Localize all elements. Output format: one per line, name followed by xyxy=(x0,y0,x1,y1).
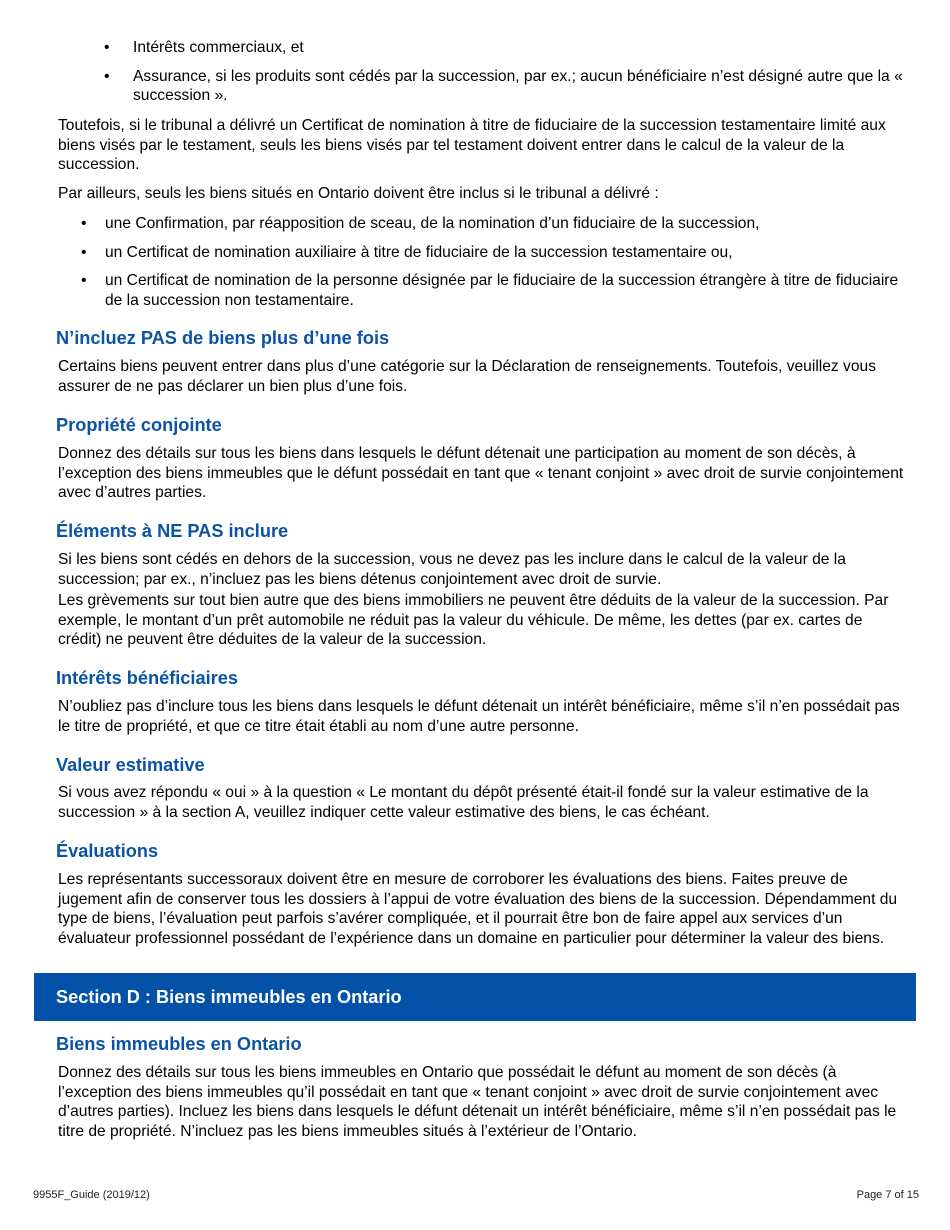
beneficial-interests-body: N’oubliez pas d’inclure tous les biens dans lesquels le défunt détenait un intérêt bénéficiaire, même s’il n’en possédait pas le titre de propriété, et que ce titre était établi au nom d’une autre personne. xyxy=(58,698,900,735)
form-id-footer: 9955F_Guide (2019/12) xyxy=(33,1189,150,1201)
joint-property-body: Donnez des détails sur tous les biens dans lesquels le défunt détenait une participation au moment de son décès, à l’exception des biens immeubles que le défunt possédait en tant que « tenant conjoint » avec droit de survie conjointement avec d’autres parties. xyxy=(58,445,904,502)
valuations-body: Les représentants successoraux doivent être en mesure de corroborer les évaluations des biens. Faites preuve de jugement afin de conserver tous les dossiers à l’appui de votre évaluation des biens de la succession. Dépendamment du type de biens, l’évaluation peut parfois s’avérer compliquée, et il pourrait être bon de faire appel aux services d’un évaluateur professionnel possédant de l’expérience dans un domaine en particulier pour déterminer la valeur des biens. xyxy=(58,871,898,947)
heading-beneficial-interests: Intérêts bénéficiaires xyxy=(56,668,238,688)
list-item xyxy=(81,214,911,234)
heading-no-duplicate: N’incluez PAS de biens plus d’une fois xyxy=(56,328,390,348)
heading-joint-property: Propriété conjointe xyxy=(56,415,222,435)
bullet-icon: • xyxy=(81,243,87,261)
section-d-header: Section D : Biens immeubles en Ontario xyxy=(34,973,916,1021)
heading-ontario-real-estate: Biens immeubles en Ontario xyxy=(56,1034,302,1054)
list-item-text: Assurance, si les produits sont cédés par la succession, par ex.; aucun bénéficiaire n’est désigné autre que la « succession ». xyxy=(133,67,903,105)
heading-estimated-value: Valeur estimative xyxy=(56,755,205,775)
bullet-icon: • xyxy=(81,215,87,232)
estimated-value-body: Si vous avez répondu « oui » à la question « Le montant du dépôt présenté était-il fondé sur la valeur estimative de la succession » à la section A, veuillez indiquer cette valeur estimative des biens, le cas échéant. xyxy=(58,784,869,821)
bullet-icon: • xyxy=(104,39,110,56)
asset-list-continued xyxy=(104,38,914,115)
list-item xyxy=(104,67,914,106)
exclusions-body-2: Les grèvements sur tout bien autre que des biens immobiliers ne peuvent être déduits de la valeur de la succession. Par exemple, le montant d’un prêt automobile ne réduit pas la valeur du véhicule. De même, les dettes (par ex. cartes de crédit) ne peuvent être déduites de la valeur de la succession. xyxy=(58,592,889,649)
list-item-text: un Certificat de nomination de la personne désignée par le fiduciaire de la succession étrangère à titre de fiduciaire de la succession non testamentaire. xyxy=(105,272,899,309)
bullet-icon: • xyxy=(81,272,87,290)
exclusions-body-1: Si les biens sont cédés en dehors de la succession, vous ne devez pas les inclure dans le calcul de la valeur de la succession; par ex., n’incluez pas les biens détenus conjointement avec droit de survie. xyxy=(58,551,846,588)
heading-exclusions: Éléments à NE PAS inclure xyxy=(56,521,289,541)
ontario-only-paragraph: Par ailleurs, seuls les biens situés en Ontario doivent être inclus si le tribunal a délivré : xyxy=(58,185,659,202)
ontario-certificate-list xyxy=(81,214,911,319)
list-item-text: Intérêts commerciaux, et xyxy=(133,39,304,56)
heading-valuations: Évaluations xyxy=(56,841,159,861)
list-item-text: un Certificat de nomination auxiliaire à titre de fiduciaire de la succession testamentaire ou, xyxy=(105,243,733,261)
bullet-icon: • xyxy=(104,67,110,85)
no-duplicate-body: Certains biens peuvent entrer dans plus d’une catégorie sur la Déclaration de renseignements. Toutefois, veuillez vous assurer de ne pas déclarer un bien plus d’une fois. xyxy=(58,358,876,395)
page-number: Page 7 of 15 xyxy=(856,1189,919,1201)
testamentary-certificate-paragraph: Toutefois, si le tribunal a délivré un Certificat de nomination à titre de fiduciaire de la succession testamentaire limité aux biens visés par le testament, seuls les biens visés par tel testament doivent entrer dans le calcul de la valeur de la succession. xyxy=(58,117,886,174)
list-item xyxy=(81,243,911,263)
list-item xyxy=(104,38,914,58)
list-item xyxy=(81,271,911,310)
list-item-text: une Confirmation, par réapposition de sceau, de la nomination d’un fiduciaire de la succession, xyxy=(105,215,760,232)
ontario-real-estate-body: Donnez des détails sur tous les biens immeubles en Ontario que possédait le défunt au moment de son décès (à l’exception des biens immeubles qu’il possédait en tant que « tenant conjoint » avec droit de survie conjointement avec d’autres parties). Incluez les biens dans lesquels le défunt détenait un intérêt bénéficiaire, même s’il n’en possédait pas le titre de propriété. N’incluez pas les biens immeubles situés à l’extérieur de l’Ontario. xyxy=(58,1064,897,1140)
